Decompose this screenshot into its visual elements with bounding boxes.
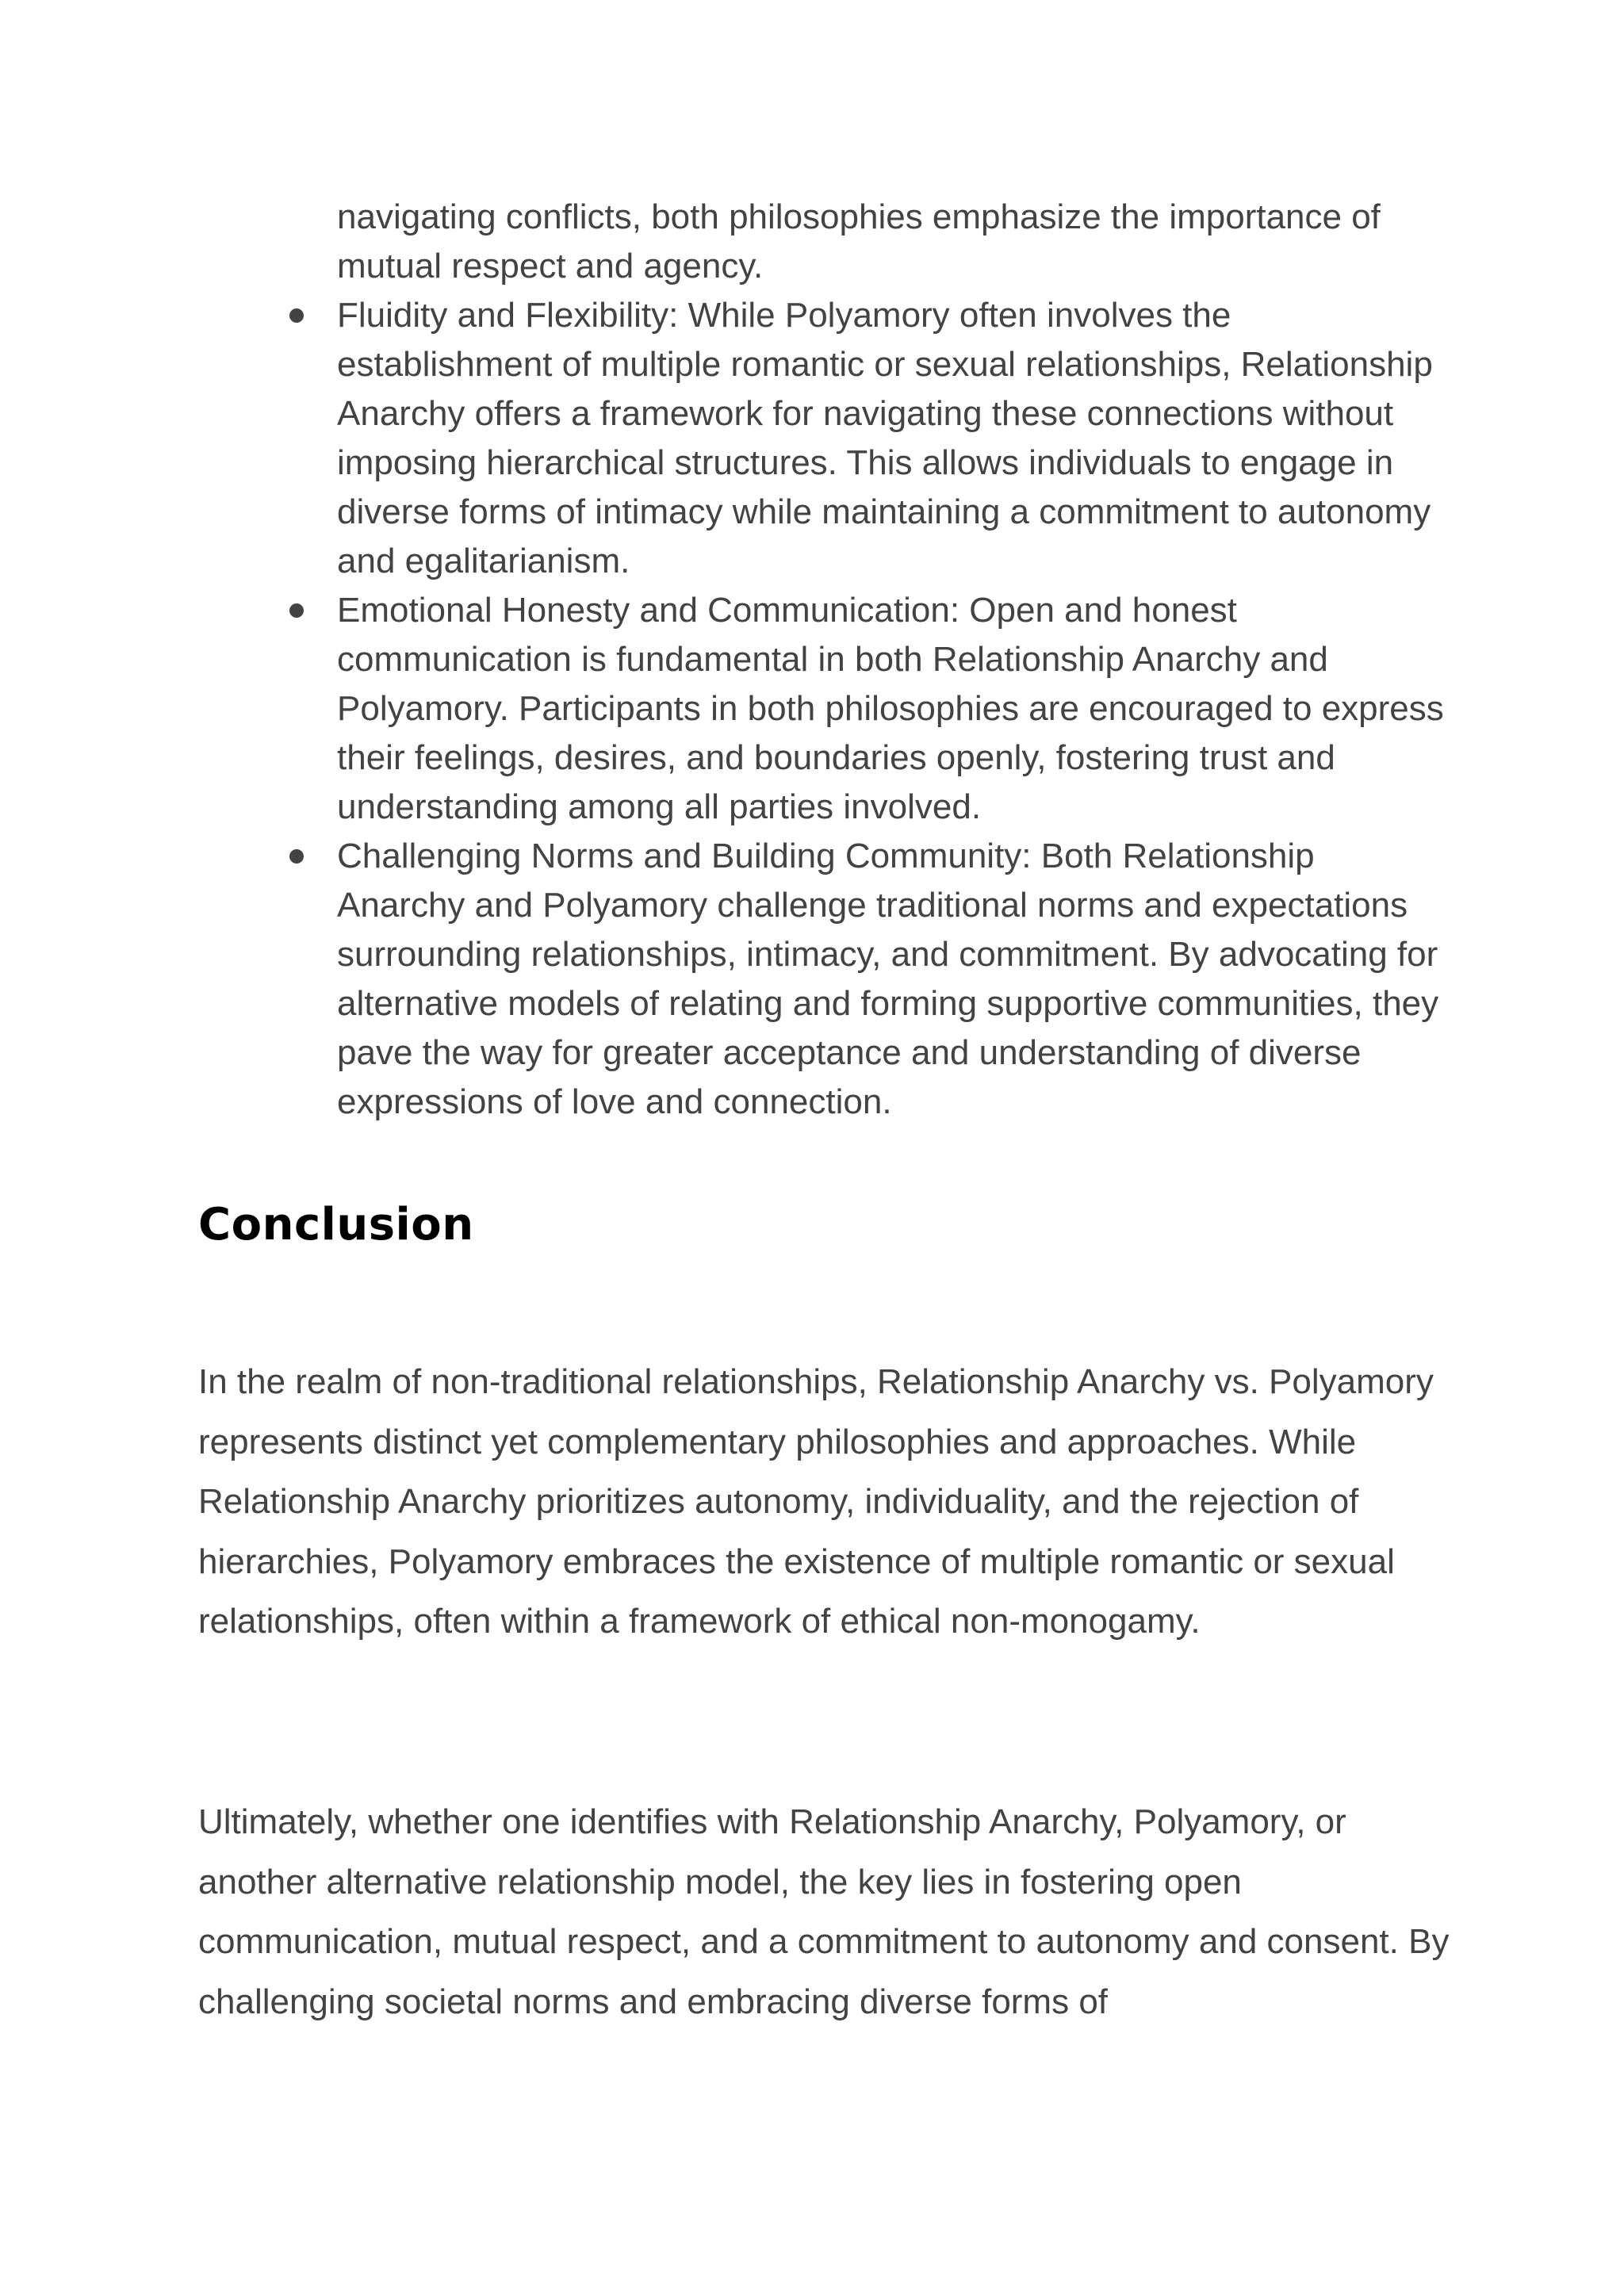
list-item-text: Emotional Honesty and Communication: Open and honest communication is fundamental in both Relationship Anarchy and Polyamory. Participants in both philosophies are encouraged to express their feelings, desires, and boundaries openly, fostering trust and understanding among all parties involved. (337, 591, 1444, 826)
bullet-list (337, 291, 1447, 1127)
conclusion-paragraph-1: In the realm of non-traditional relationships, Relationship Anarchy vs. Polyamory represents distinct yet complementary philosophies and approaches. While Relationship Anarchy prioritizes autonomy, individuality, and the rejection of hierarchies, Polyamory embraces the existence of multiple romantic or sexual relationships, often within a framework of ethical non-monogamy. (198, 1362, 1434, 1641)
conclusion-paragraph-2: Ultimately, whether one identifies with Relationship Anarchy, Polyamory, or another alternative relationship model, the key lies in fostering open communication, mutual respect, and a commitment to autonomy and consent. By challenging societal norms and embracing diverse forms of (198, 1802, 1450, 2021)
list-item (337, 586, 1447, 832)
continuation-paragraph: navigating conflicts, both philosophies emphasize the importance of mutual respect and agency. (337, 197, 1381, 285)
conclusion-heading: Conclusion (198, 1199, 474, 1250)
list-item (337, 291, 1447, 586)
bullet-dot-icon (289, 308, 304, 323)
list-item-text: Fluidity and Flexibility: While Polyamory often involves the establishment of multiple romantic or sexual relationships, Relationship Anarchy offers a framework for navigating these connections without imposing hierarchical structures. This allows individuals to engage in diverse forms of intimacy while maintaining a commitment to autonomy and egalitarianism. (337, 296, 1433, 580)
list-item (337, 832, 1447, 1127)
bullet-dot-icon (289, 603, 304, 618)
bullet-dot-icon (289, 849, 304, 864)
list-item-text: Challenging Norms and Building Community: Both Relationship Anarchy and Polyamory challenge traditional norms and expectations surrounding relationships, intimacy, and commitment. By advocating for alternative models of relating and forming supportive communities, they pave the way for greater acceptance and understanding of diverse expressions of love and connection. (337, 837, 1439, 1121)
